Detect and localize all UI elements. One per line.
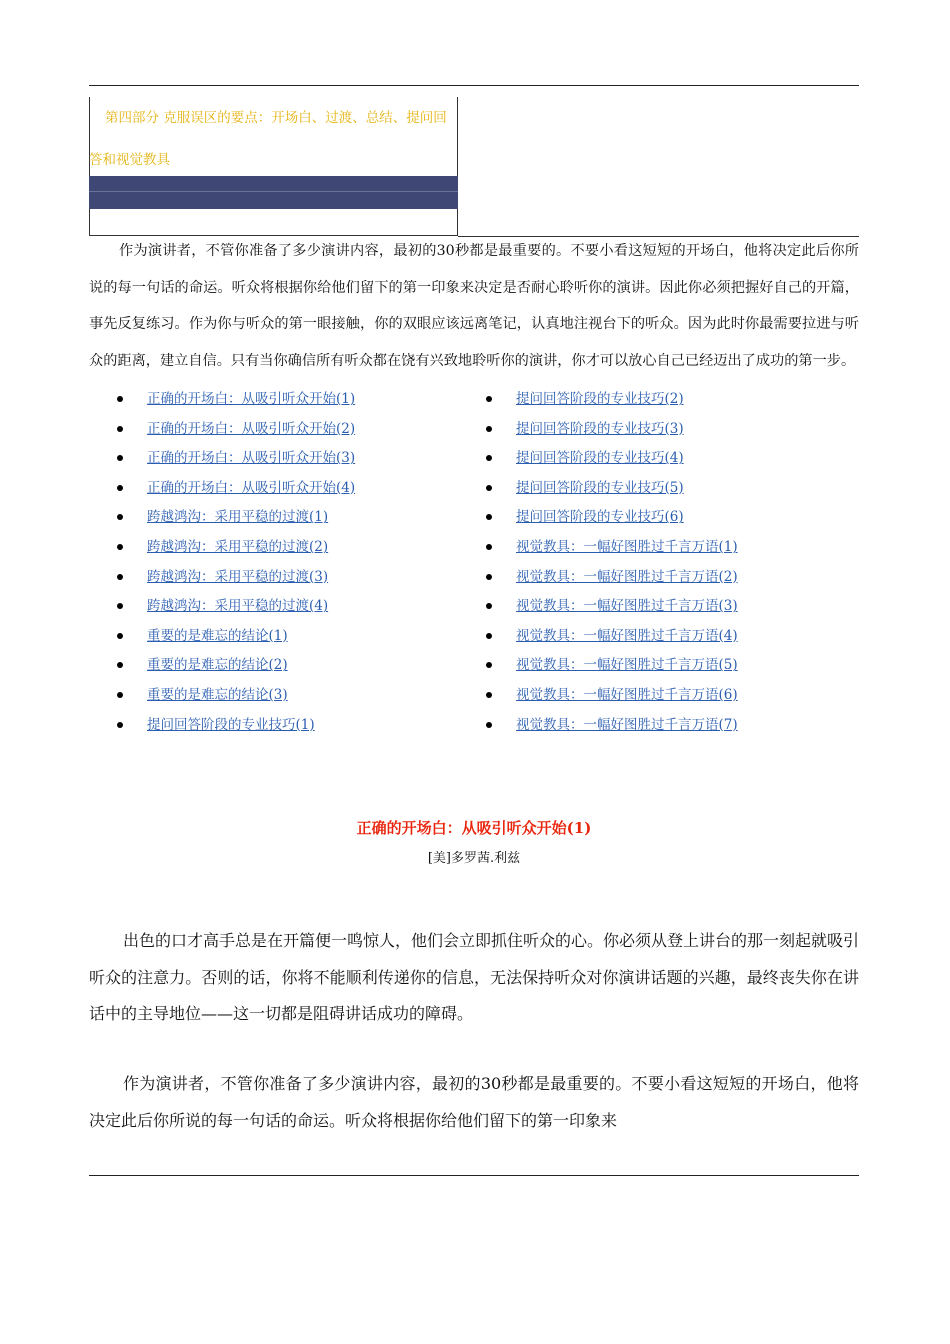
toc-link[interactable]: 重要的是难忘的结论(1) xyxy=(147,627,288,644)
toc-link[interactable]: 正确的开场白：从吸引听众开始(3) xyxy=(147,450,356,467)
bullet-icon xyxy=(117,603,123,609)
toc-link[interactable]: 重要的是难忘的结论(3) xyxy=(147,686,288,703)
toc-item xyxy=(117,651,355,681)
toc-item xyxy=(117,592,355,622)
bullet-icon xyxy=(117,633,123,639)
toc-link[interactable]: 提问回答阶段的专业技巧(3) xyxy=(516,420,684,437)
toc-link[interactable]: 正确的开场白：从吸引听众开始(2) xyxy=(147,420,356,437)
toc-link[interactable]: 提问回答阶段的专业技巧(4) xyxy=(516,450,684,467)
toc-item xyxy=(486,681,738,711)
bullet-icon xyxy=(117,544,123,550)
toc-item xyxy=(486,563,738,593)
bullet-icon xyxy=(486,426,492,432)
toc-link[interactable]: 视觉教具：一幅好图胜过千言万语(4) xyxy=(516,627,738,644)
toc-list-left xyxy=(117,385,355,740)
top-rule xyxy=(89,85,859,86)
section-header-box xyxy=(89,97,458,236)
bullet-icon xyxy=(486,574,492,580)
toc-link[interactable]: 正确的开场白：从吸引听众开始(1) xyxy=(147,391,356,407)
toc-item xyxy=(486,651,738,681)
toc-item xyxy=(117,503,355,533)
bullet-icon xyxy=(486,514,492,520)
toc-link[interactable]: 跨越鸿沟：采用平稳的过渡(4) xyxy=(147,598,329,615)
toc-item xyxy=(117,533,355,563)
bullet-icon xyxy=(117,692,123,698)
bullet-icon xyxy=(117,574,123,580)
toc-link[interactable]: 提问回答阶段的专业技巧(2) xyxy=(516,391,684,407)
toc-link[interactable]: 提问回答阶段的专业技巧(6) xyxy=(516,509,684,526)
toc-item xyxy=(486,415,738,445)
bullet-icon xyxy=(486,455,492,461)
toc-item xyxy=(486,385,738,415)
toc-item xyxy=(117,711,355,741)
bullet-icon xyxy=(486,603,492,609)
bullet-icon xyxy=(117,426,123,432)
article-title: 正确的开场白：从吸引听众开始(1) xyxy=(356,819,592,837)
toc-link[interactable]: 跨越鸿沟：采用平稳的过渡(3) xyxy=(147,568,329,585)
toc-list-right xyxy=(486,385,738,740)
bullet-icon xyxy=(486,633,492,639)
toc-link[interactable]: 跨越鸿沟：采用平稳的过渡(1) xyxy=(147,509,329,526)
section-header-title: 第四部分 克服误区的要点：开场白、过渡、总结、提问回答和视觉教具 xyxy=(89,110,447,168)
toc-item xyxy=(486,474,738,504)
bullet-icon xyxy=(486,544,492,550)
toc-item xyxy=(117,681,355,711)
article-author: [美]多罗茜.利兹 xyxy=(427,851,521,866)
bullet-icon xyxy=(117,722,123,728)
bottom-rule xyxy=(89,1175,859,1176)
intro-paragraph: 作为演讲者，不管你准备了多少演讲内容，最初的30秒都是最重要的。不要小看这短短的开场白，他将决定此后你所说的每一句话的命运。听众将根据你给他们留下的第一印象来决定是否耐心聆听你的演讲。因此你必须把握好自己的开篇，事先反复练习。作为你与听众的第一眼接触，你的双眼应该远离笔记，认真地注视台下的听众。因为此时你最需要拉进与听众的距离，建立自信。只有当你确信所有听众都在饶有兴致地聆听你的演讲，你才可以放心自己已经迈出了成功的第一步。 xyxy=(89,243,859,369)
toc-item xyxy=(117,444,355,474)
bullet-icon xyxy=(117,396,123,402)
bullet-icon xyxy=(117,662,123,668)
bullet-icon xyxy=(117,485,123,491)
bullet-icon xyxy=(486,662,492,668)
toc-item xyxy=(486,503,738,533)
toc-link[interactable]: 视觉教具：一幅好图胜过千言万语(3) xyxy=(516,598,738,615)
article-paragraph: 出色的口才高手总是在开篇便一鸣惊人，他们会立即抓住听众的心。你必须从登上讲台的那一刻起就吸引听众的注意力。否则的话，你将不能顺利传递你的信息，无法保持听众对你演讲话题的兴趣，最终丧失你在讲话中的主导地位——这一切都是阻碍讲话成功的障碍。 xyxy=(89,931,860,1023)
bullet-icon xyxy=(486,396,492,402)
toc-link[interactable]: 视觉教具：一幅好图胜过千言万语(5) xyxy=(516,657,738,674)
toc-item xyxy=(486,592,738,622)
toc-item xyxy=(117,563,355,593)
bullet-icon xyxy=(117,455,123,461)
toc-item xyxy=(486,622,738,652)
article-paragraph: 作为演讲者，不管你准备了多少演讲内容，最初的30秒都是最重要的。不要小看这短短的开场白，他将决定此后你所说的每一句话的命运。听众将根据你给他们留下的第一印象来 xyxy=(89,1074,859,1130)
toc-link[interactable]: 视觉教具：一幅好图胜过千言万语(6) xyxy=(516,686,738,703)
bullet-icon xyxy=(117,514,123,520)
toc-link[interactable]: 提问回答阶段的专业技巧(5) xyxy=(516,479,684,496)
bullet-icon xyxy=(486,485,492,491)
bullet-icon xyxy=(486,692,492,698)
bullet-icon xyxy=(486,722,492,728)
header-color-band xyxy=(89,176,458,209)
toc-link[interactable]: 视觉教具：一幅好图胜过千言万语(2) xyxy=(516,568,738,585)
toc-item xyxy=(486,711,738,741)
toc-item xyxy=(117,385,355,415)
toc-link[interactable]: 重要的是难忘的结论(2) xyxy=(147,657,288,674)
toc-link[interactable]: 正确的开场白：从吸引听众开始(4) xyxy=(147,479,356,496)
toc-item xyxy=(117,622,355,652)
toc-link[interactable]: 视觉教具：一幅好图胜过千言万语(7) xyxy=(516,716,738,733)
toc-link[interactable]: 提问回答阶段的专业技巧(1) xyxy=(147,716,315,733)
toc-link[interactable]: 视觉教具：一幅好图胜过千言万语(1) xyxy=(516,538,738,555)
toc-item xyxy=(117,474,355,504)
header-band-divider xyxy=(89,191,458,192)
toc-item xyxy=(486,444,738,474)
toc-item xyxy=(486,533,738,563)
toc-item xyxy=(117,415,355,445)
toc-link[interactable]: 跨越鸿沟：采用平稳的过渡(2) xyxy=(147,538,329,555)
